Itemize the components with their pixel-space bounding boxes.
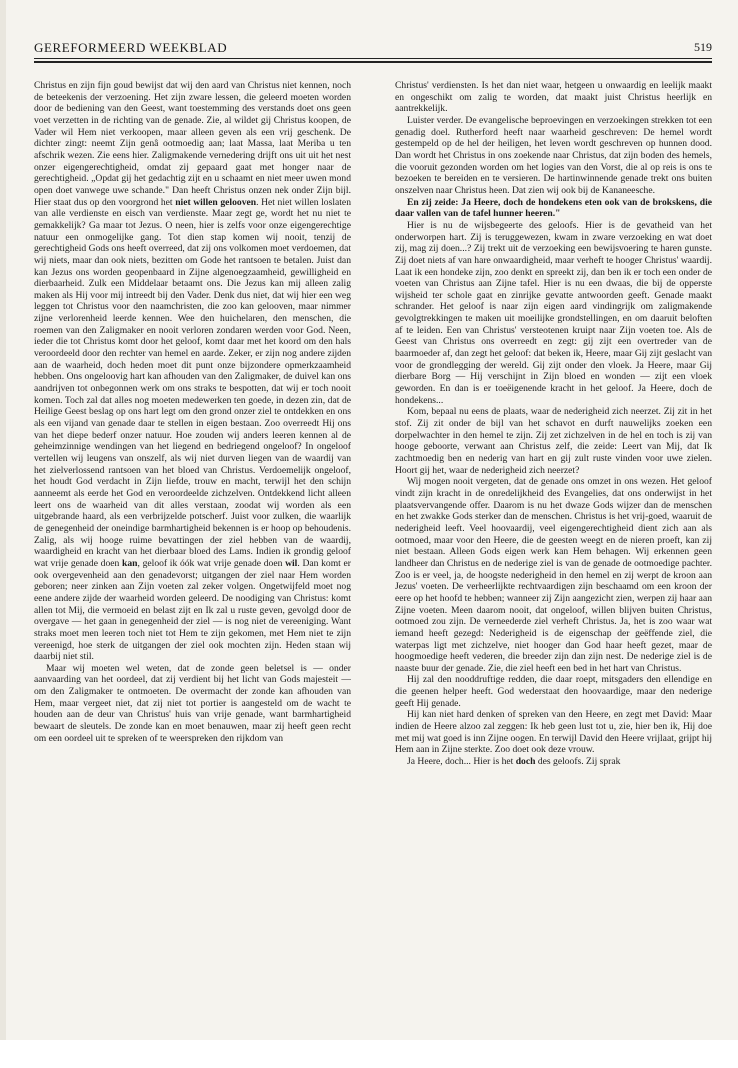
- left-column: [34, 80, 351, 1025]
- right-paragraph-6: Wij mogen nooit vergeten, dat de genade ons omzet in ons wezen. Het geloof vindt zijn kracht in de onredelijkheid des Evangelies, dat ons onderwijst in het plaatsvervangende offer. Daarom is nu het dwaze Gods wijzer dan de menschen en het zwakke Gods sterker dan de menschen. Christus is het vrij-goed, waaruit de nederigheid leeft. Veel hoovaardij, veel eigengerechtigheid dient zich aan als ootmoed, maar voor den Heere, die de geesten weegt en de nieren proeft, kan zij niet bestaan. Alleen Gods eigen werk kan Hem behagen. Wij erkennen geen landheer dan Christus en de nederige ziel is van de genade de ootmoedige pachter. Zoo is er veel, ja, de hoogste nederigheid in den hemel en zij werpt de kroon aan Jezus' voeten. De verheerlijkte rechtvaardigen zijn beschaamd om een kroon der eere op het hoofd te hebben; wanneer zij Zijn aangezicht zien, werpen zij haar aan Zijne voeten. Meen daarom nooit, dat ongeloof, willen blijven buiten Christus, ootmoed zou zijn. De verneederde ziel verheft Christus. Ja, het is zoo waar wat iemand heeft gezegd: Nederigheid is de eigenschap der geëffende ziel, die waterpas ligt met zichzelve, niet hooger dan God haar heeft gezet, maar de hoogmoedige heeft vederen, die breeder zijn dan zijn nest. De nederige ziel is de naaste buur der genade. Zie, die ziel heeft een bed in het hart van Christus.: [395, 476, 712, 674]
- left-paragraph-2: Maar wij moeten wel weten, dat de zonde geen beletsel is — onder aanvaarding van het oordeel, dat zij verdient bij het licht van Gods majesteit — om den Zaligmaker te ontmoeten. De overmacht der zonde kan afhouden van Hem, maar vergeet niet, dat zij niet tot portier is aangesteld om de wacht te houden aan de deur van Christus' huis van vrije genade, want barmhartigheid bewaart de sleutels. De zonde kan en moet benauwen, maar zij heeft geen recht om een oordeel uit te spreken of te weerspreken den rijkdom van: [34, 662, 351, 744]
- right-paragraph-1: Christus' verdiensten. Is het dan niet waar, hetgeen u onwaardig en leelijk maakt en ongeschikt om zalig te worden, dat maakt juist Christus heerlijk en aantrekkelijk.: [395, 80, 712, 115]
- right-paragraph-2: Luister verder. De evangelische beproevingen en verzoekingen strekken tot een genadig doel. Rutherford heeft naar waarheid geschreven: De hemel wordt gestempeld op de hel der heiligen, het leven wordt geschreven op hunnen dood. Dan wordt het Christus in ons zoekende naar Christus, dat zijn boden des hemels, die vooruit gezonden worden om het logies van den Vorst, die al op reis is ons te bezoeken te bereiden en te versieren. De hartinwinnende genade trekt ons buiten onszelven naar Christus heen. Dat zien wij ook bij de Kananeesche.: [395, 114, 712, 196]
- emphasis-doch: doch: [515, 756, 536, 768]
- right-paragraph-9: Ja Heere, doch... Hier is het doch des geloofs. Zij sprak: [407, 756, 621, 768]
- header-rule-thin: [34, 58, 712, 59]
- right-bold-quote: En zij zeide: Ja Heere, doch de hondekens eten ook van de brokskens, die daar vallen van de tafel hunner heeren.": [395, 196, 712, 220]
- right-paragraph-7: Hij zal den nooddruftige redden, die daar roept, mitsgaders den ellendige en die geenen helper heeft. God wederstaat den hoovaardige, maar den nederige geeft Hij genade.: [395, 674, 712, 709]
- right-paragraph-8: Hij kan niet hard denken of spreken van den Heere, en zegt met David: Maar indien de Heere alzoo zal zeggen: Ik heb geen lust tot u, zie, hier ben ik, Hij doe met mij wat goed is inn Zijne oogen. En terwijl David den Heere vrijlaat, grijpt hij Hem aan in Zijne sterkte. Zoo doet ook deze vrouw.: [395, 709, 712, 756]
- left-paragraph-1: Christus en zijn fijn goud bewijst dat wij den aard van Christus niet kennen, noch de beteekenis der verzoening. Het zijn zware lessen, die geleerd moeten worden door de bediening van den Geest, want toestemming des verstands doet ons geen voet verzetten in de richting van de genade. Zie, al wildet gij Christus koopen, de Vader wil Hem niet verkoopen, maar alleen geven als een vrij geschenk. De dichter zingt: neemt Zijn genâ ootmoedig aan; laat Massa, laat Meriba u ten afschrik wezen. Zie eens hier. Zaligmakende vernedering drijft ons uit uit het nest onzer eigengerechtigheid, omdat zij gepaard gaat met honger naar de gerechtigheid. „Opdat gij het gedachtig zijt en u schaamt en niet meer uwen mond open doet vanwege uwe schande." Dan heeft Christus onzen nek onder Zijn bijl. Hier staat dus op den voorgrond het niet willen gelooven. Het niet willen loslaten van alle verdienste en eisch van verdienste. Maar zegt ge, wordt het nu niet te gemakkelijk? Ga maar tot Jezus. O neen, hier is zelfs voor onze eigengerechtige natuur een onmogelijke gang. Tot dien stap komen wij nooit, tenzij de gerechtigheid Gods ons heeft overreed, dat zij ons volkomen moet verdoemen, dat wij niets, maar dan ook niets, bezitten om Gode het rantsoen te betalen. Juist dan kan Jezus ons worden geopenbaard in Zijne algenoegzaamheid, gewilligheid en dierbaarheid. Zulk een Middelaar betaamt ons. Die Jezus kan mij alleen zalig maken als Hij voor mij intreedt bij den Vader. Denk dus niet, dat wij hier een weg leggen tot Christus voor den naamchristen, die zoo kan gelooven, maar nimmer zijne verlorenheid leerde kennen. Wee den huichelaren, den menschen, die roemen van den Zaligmaker en nooit verloren zondaren werden voor God. Neen, ieder die tot Christus komt door het geloof, komt daar met het koord om den hals veroordeeld door den rechter van hemel en aarde. Zeker, er zijn nog andere zijden aan de waarheid, doch heden moet dit punt onze bijzondere opmerkzaamheid hebben. Ons ongeloovig hart kan afhouden van den Zaligmaker, de duivel kan ons aandrijven tot onbegonnen werk om ons straks te bespotten, dat wij er toch nooit komen. Toch zal dat alles nog moeten medewerken ten goede, in dezen zin, dat de Heilige Geest beslag op ons hart legt om den grond onzer ziel te ontdekken en ons als een vijand van genade daar te stellen in eigen bestaan. Zoo overreedt Hij ons van het diepe bederf onzer natuur. Hoe zouden wij anders leeren kennen al de geheimzinnige wendingen van het liegend en bedriegend ongeloof? In ongeloof vertellen wij leugens van onszelf, als wij niet durven liegen van de waardij van het zielverlossend rantsoen van het bloed van Christus. Verdoemelijk ongeloof, het houdt God verdacht in Zijn liefde, trouw en macht, terwijl het den schijn aanneemt als eerde het God en veroordeelde zichzelven. Ontdekkend licht alleen leert ons de waarheid van dit alles verstaan, zoodat wij worden als een uitgebrande haard, als een verbrijzelde potscherf. Juist voor zulken, die waarlijk de genegenheid der oneindige barmhartigheid bekennen is er hoop op behoudenis. Zalig, als wij hooge ruime bevattingen der ziel hebben van de waardij, waardigheid en kracht van het dierbaar bloed des Lams. Indien ik grondig geloof wat vrije genade doen kan, geloof ik óók wat vrije genade doen wil. Dan komt er ook overgevenheid aan den genadevorst; uitgangen der ziel naar Hem worden geboren; neer zinken aan Zijn voeten zal zeker volgen. Ongetwijfeld moet nog eene andere zijde der waarheid worden geleerd. De noodiging van Christus: komt allen tot Mij, die vermoeid en belast zijt en Ik zal u ruste geven, gevolgd door de overgave — het gaan in genegenheid der ziel — is nog niet de vereeniging. Want straks moet men leeren toch niet tot Hem te zijn gekomen, met Hem niet te zijn vereenigd, hoe sterk de uitgangen der ziel ook mochten zijn. Heden staan wij daarbij niet stil.: [34, 80, 351, 663]
- emphasis-wil: wil: [285, 557, 298, 569]
- page-edge-shadow: [0, 0, 6, 1040]
- page-header: [34, 40, 712, 60]
- header-rule-thick: [34, 61, 712, 63]
- emphasis-niet-willen-gelooven: niet willen gelooven: [175, 196, 257, 208]
- emphasis-kan: kan: [122, 557, 138, 569]
- periodical-title: GEREFORMEERD WEEKBLAD: [34, 40, 228, 55]
- right-column: [395, 80, 712, 1025]
- page-number: 519: [694, 40, 712, 54]
- right-paragraph-5: Kom, bepaal nu eens de plaats, waar de nederigheid zich neerzet. Zij zit in het stof. Zij zit onder de bijl van het schavot en durft nauwelijks zoeken een dorpelwachter in den hemel te zijn. Zij zet zichzelven in de hel en toch is zij van hooge geboorte, verwant aan Christus zelf, die zeide: Leert van Mij, dat Ik zachtmoedig ben en nederig van hart en gij zult ruste vinden voor uwe zielen. Hoort gij het, waar de nederigheid zich neerzet?: [395, 406, 712, 476]
- scan-bottom-margin: [0, 1040, 738, 1068]
- right-paragraph-4: Hier is nu de wijsbegeerte des geloofs. Hier is de gevatheid van het onderworpen hart. Zij is teruggewezen, kwam in zware verzoeking en wat doet zij, mag zij doen...? Zij trekt uit de verzoeking een bewijsvoering te haren gunste. Zij doet niets af van hare onwaardigheid, maar verheft te hooger Christus' waardij. Laat ik een hondeke zijn, zoo denkt en spreekt zij, dan ben ik er toch een onder de voeten van Christus aan Zijne tafel. Hier is nu een dwaas, die bij de opperste wijsheid ter schole gaat en zinrijke gevatte antwoorden geeft. Genade maakt schrander. Het geloof is naar zijn eigen aard vindingrijk om zaligmakende gevolgtrekkingen te maken uit moeilijke grondstellingen, en om daaruit beloften af te leiden. Een van Christus' versteotenen kruipt naar Zijn voeten toe. Als de Geest van Christus ons overreedt en zegt: gij zijt een overtreder van de baarmoeder af, dan zegt het geloof: dat beken ik, Heere, maar Gij zijt geslacht van voor de grondlegging der wereld. Gij zijt onder den vloek. Ja Heere, maar Gij dierbare Borg — Hij verschijnt in Zijn bloed en wonden — zijt een vloek geworden. En dan is er toeëigenende kracht in het geloof. Ja Heere, doch de hondekens...: [395, 219, 712, 406]
